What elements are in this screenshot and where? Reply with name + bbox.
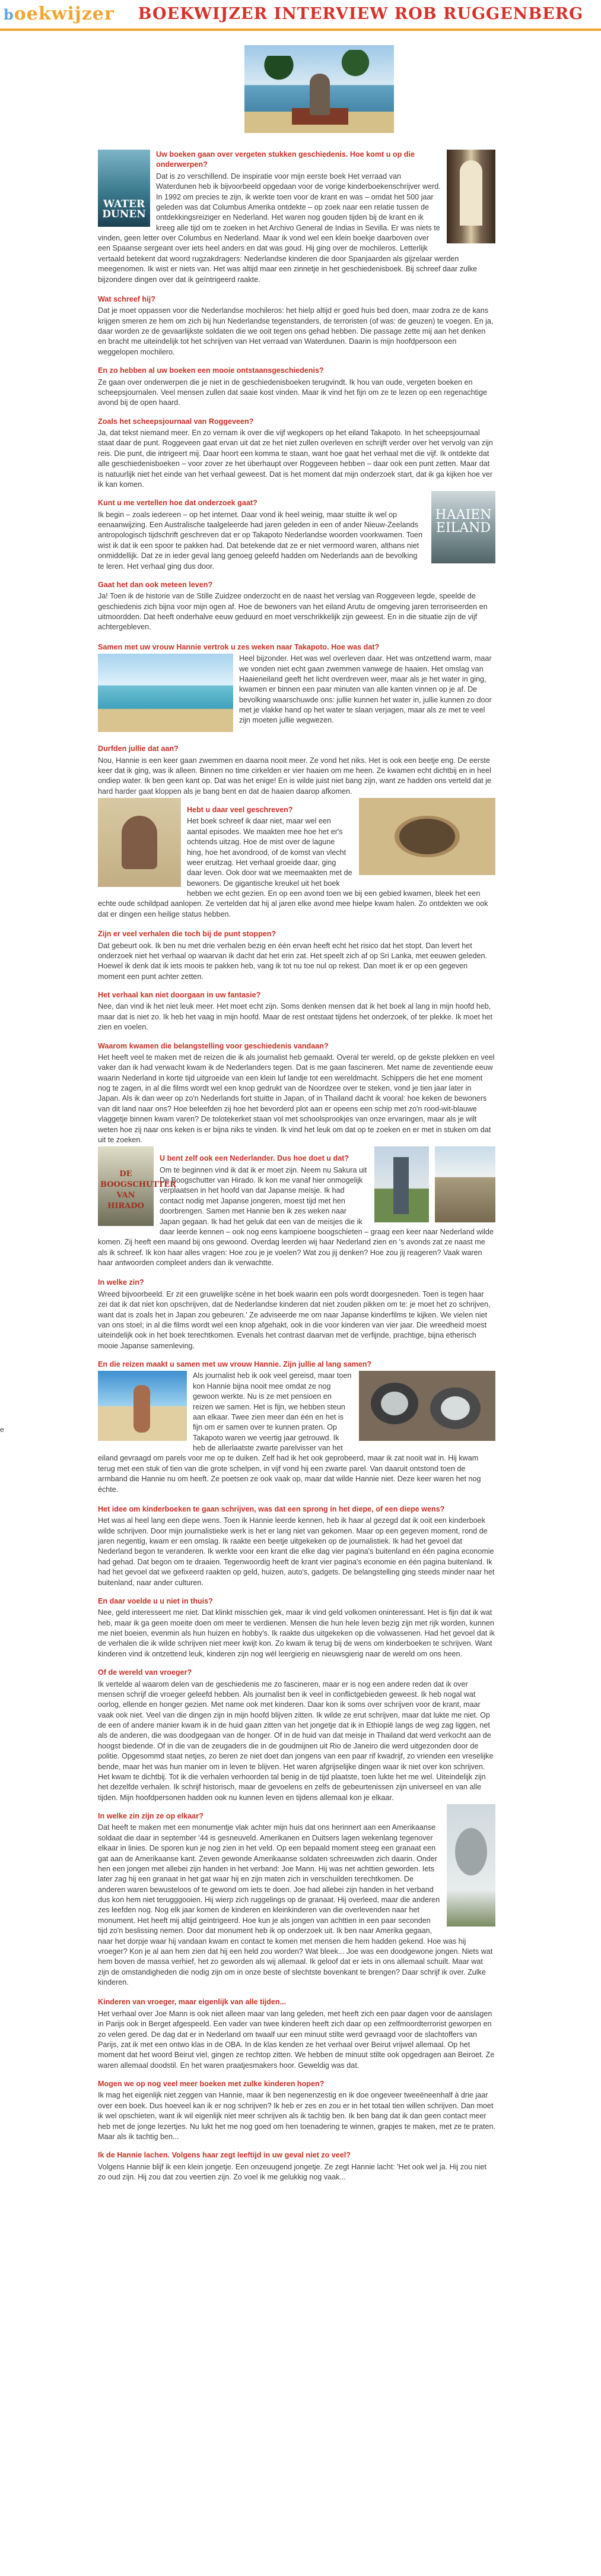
question: In welke zin zijn ze op elkaar?	[98, 1812, 203, 1820]
logo-main: oekwijzer	[14, 4, 115, 24]
interview-article	[98, 45, 495, 2182]
turtle-photo	[359, 798, 495, 875]
answer: Heel bijzonder. Het was wel overleven daar. Het was ontzettend warm, maar we vonden niet echt gaan zwemmen vanwege de haaien. Het omslag van Haaieneiland geeft het licht overdreven weer, maar als je het water in ging, kwamen er binnen een paar minuten van alle kanten vinnen op je af. De bevolking waarschuwde ons: jullie kunnen het water in, jullie kunnen zo door met je vlakke hand op het water te slaan verjagen, maar als ze met te veel zijn moeten jullie wegwezen.	[239, 654, 492, 725]
header-divider	[0, 28, 601, 31]
pearl-diver-photo	[98, 1371, 187, 1441]
question: Durfden jullie dat aan?	[98, 744, 179, 753]
monument-photo	[447, 1804, 495, 1927]
answer: Om te beginnen vind ik dat ik er moet zijn. Neem nu Sakura uit De Boogschutter van Hirado. Ik kon me vanaf hier onmogelijk verplaatsen in het hoofd van dat Japanse meisje. Ik had contact nodig met Japanse jongeren, moest tijd met hen doorbrengen. Samen met Hannie ben ik zes weken naar Japan gegaan. Ik had het geluk dat een van de meisjes die ik daar leerde kennen – ook nog eens kampioene boogschieten – graag een keer naar Nederland wilde komen. Zij heeft een maand bij ons gewoond. Overdag leerden wij haar Nederland zien en 's avonds zat ze naast me als ik schreef. Ik kon haar alles vragen: Hoe zou je je voelen? Wat zou jij denken? Hoe zou jij reageren? Vaak waren haar antwoorden compleet anders dan ik verwachtte.	[98, 1165, 494, 1267]
question: Samen met uw vrouw Hannie vertrok u zes weken naar Takapoto. Hoe was dat?	[98, 642, 380, 651]
answer: Het boek schreef ik daar niet, maar wel een aantal episodes. We maakten mee hoe het er's ochtends uitzag. Hoe de mist over de lagune hing, hoe het avondrood, of de komst van vlecht weer eruitzag. Het verhaal groeide daar, ging daar leven. Ook door wat we meemaakten met de bewoners. De gigantische kreukel uit het boek hebben we echt gezien. En op een avond toen we bij een gebied kwamen, bleek het een echte oude schildpad aanlopen. Ze vertelden dat hij al jaren elke avond mee hielpe kwam halen. Zo ontdekten we ook dat er dingen een heilige status hebben.	[98, 817, 488, 918]
answer: Ik begin – zoals iedereen – op het internet. Daar vond ik heel weinig, maar stuitte ik wel op eenaanwijzing. Een Australische taalgeleerde had jaren geleden in een of ander Nieuw-Zeelands antropologisch tijdschrift geschreven dat er op Takapoto Nederlandse woorden voorkwamen. Toen wist ik dat ik een spoor te pakken had. Dat betekende dat ze er niet vermoord waren, althans niet onmiddellijk. Dat ze in ieder geval lang genoeg geleefd hadden om Nederlands aan de bevolking te leren. Het verhaal ging dus door.	[98, 510, 422, 571]
question: Gaat het dan ook meteen leven?	[98, 580, 213, 589]
book-cover-haaieneiland: HAAIEN EILAND	[431, 491, 495, 563]
answer: Ze gaan over onderwerpen die je niet in de geschiedenisboeken terugvindt. Ik hou van oude, vergeten boeken en scheepsjournalen. Veel mensen zullen dat saaie kost vinden. Maar ik vind het fijn om ze te lezen op een regenachtige avond bij de open haard.	[98, 378, 487, 407]
question: Hebt u daar veel geschreven?	[187, 806, 293, 814]
question: Ik de Hannie lachen. Volgens haar zegt leeftijd in uw geval niet zo veel?	[98, 2151, 351, 2160]
answer: Het heeft veel te maken met de reizen die ik als journalist heb gemaakt. Overal ter wereld, op de gekste plekken en veel vaker dan ik had verwacht kwam ik de Nederlanders tegen. Dat is me gaan fascineren. Met name de zeventiende eeuw waarin Nederland in korte tijd uitgroeide van een klein luf landje tot een wereldmacht. Schippers die het ene moment nog te zagen, in al die films wordt wel een knop gedrukt van de Noordzee over te steken, vond je tien jaar later in Japan. Als ik dan weer op zo'n Nederlands fort stuitte in Japan, of in Thailand dacht ik vooral: hoe keken de bewoners van dit land naar ons? Hoe beleefden zij hoe het bevorderd plot aan er opeens een schip met zo'n rood-wit-blauwe vlaggetje binnen kwam varen? De tolotekerket staan vol met schoolsprookjes van onze ervaringen, maar als je wilt weten hoe zij naar ons keken is er bijna niks te vinden. Ik vind het leuk om dat op te zoeken en er met in stuken om dat uit te zoeken.	[98, 1053, 495, 1144]
question: Wat schreef hij?	[98, 294, 155, 303]
statue-photo	[374, 1146, 429, 1222]
book-cover-hirado: DE BOOGSCHUTTER VAN HIRADO	[98, 1146, 154, 1226]
archive-arch-photo	[447, 150, 495, 243]
answer: Nee, dan vind ik het niet leuk meer. Het moet echt zijn. Soms denken mensen dat ik het boek al lang in mijn hoofd heb, maar dat is niet zo. Ik heb het vaag in mijn hoofd. Maar de rest ontstaat tijdens het onderzoek, of ter plekke. Ik moet het zien en voelen.	[98, 1002, 493, 1032]
question: In welke zin?	[98, 1278, 144, 1287]
child-photo	[98, 798, 181, 887]
question: En zo hebben al uw boeken een mooie ontstaansgeschiedenis?	[98, 366, 324, 375]
fort-photo	[435, 1146, 495, 1222]
answer: Het verhaal over Joe Mann is ook niet alleen maar van lang geleden, met heeft zich een paar dagen voor de aanslagen in Parijs ook in Berget afgespeeld. Een vader van twee kinderen heeft zich daar op een zelfmoordterrorist geworpen en zo velen gered. De dag dat er in Nederland om twaalf uur een minuut stilte werd gevraagd voor de slachtoffers van Parijs, zat ik met een ontwo klas in de OBA. In de klas kenden ze het verhaal over Beirut vrijwel allemaal. Op het moment dat het woord Beirut viel, gingen ze rechtop zitten. We hebben de minuut stilte ook opgedragen aan Beiroet. Ze waren allemaal doodstil. En het waren praatjesmakers hoor. Geweldig was dat.	[98, 2009, 495, 2070]
book-cover-waterdunen: WATER DUNEN	[98, 150, 150, 227]
answer: Ja, dat tekst niemand meer. En zo vernam ik over die vijf wegkopers op het eiland Takapoto. In het scheepsjournaal staat daar de punt. Roggeveen gaat ervan uit dat ze het niet zullen overleven en schrijft verder over het vervolg van zijn reis. Die punt, die intrigeert mij. Daar hoort een komma te staan, want hoe gaat het verhaal met die vijf. Ik ontdekte dat alle geschiedenisboeken – voor zover ze het überhaupt over Roggeveen hebben – daar ook een punt zetten. Maar dat is natuurlijk niet het einde van het verhaal geweest. Dat is het moment dat mijn onderzoek start, dat ik ga kijken hoe ver ik kan komen.	[98, 429, 493, 489]
side-fragment: e	[0, 1425, 4, 1434]
site-logo[interactable]	[4, 5, 115, 23]
question: Of de wereld van vroeger?	[98, 1668, 192, 1677]
question: Het verhaal kan niet doorgaan in uw fantasie?	[98, 991, 261, 999]
page-title: BOEKWIJZER INTERVIEW ROB RUGGENBERG	[138, 5, 584, 24]
answer: Volgens Hannie blijf ik een klein jongetje. Een onzeuugend jongetje. Ze zegt Hannie lacht: 'Het ook wel ja. Hij zou niet zo oud zijn. Hij zou dat zou veertien zijn. Zo voel ik me gelukkig nog vaak...	[98, 2162, 486, 2181]
answer: Dat je moet oppassen voor die Nederlandse mochileros: het hielp altijd er goed huis bed doen, maar zodra ze de kans krijgen smeren ze hem om zich bij hun Nederlandse tegenstanders, de terroristen (of was: de geuzen) te voegen. En ja, daar worden ze de gevaarlijkste soldaten die we ooit tegen ons gehad hebben. Die passage zette mij aan het denken en bracht me uiteindelijk tot het schrijven van Het verraad van Waterdunen. Daarin is mijn hoofdpersoon een weggelopen mochilero.	[98, 306, 494, 356]
answer: Nee, geld interesseert me niet. Dat klinkt misschien gek, maar ik vind geld volkomen oninteressant. Het is fijn dat ik wat heb, maar ik ga geen moeite doen om meer te verdienen. Mensen die hun hele leven bezig zijn met rijk worden, kunnen me niet boeien, evenmin als hun huizen en hobby's. Ik raakte dus uitgekeken op die volwassenen. Had het gevoel dat ik de verhalen die ik wilde schrijven niet meer kwijt kon. Zo kwam ik terug bij de wens om kinderboeken te schrijven. Want kinderen vind ik ontzettend leuk, kinderen zijn nog wél leergierig en nieuwsgierig naar de wereld om ons heen.	[98, 1608, 495, 1658]
question: En die reizen maakt u samen met uw vrouw Hannie. Zijn jullie al lang samen?	[98, 1360, 372, 1368]
question: Zijn er veel verhalen die toch bij de punt stoppen?	[98, 930, 276, 939]
question: En daar voelde u u niet in thuis?	[98, 1596, 213, 1605]
answer: Dat gebeurt ook. Ik ben nu met drie verhalen bezig en één ervan heeft echt het risico dat het stopt. Dan levert het onderzoek niet het verhaal op waarvan ik dacht dat het erin zat. Het speelt zich af op Sri Lanka, met eeuwen geleden. Hoewel ik denk dat ik iets moois te pakken heb, vang ik tot nu toe nul op rekest. Dan moet ik er op een gegeven moment een punt achter zetten.	[98, 941, 487, 981]
question: Kinderen van vroeger, maar eigenlijk van alle tijden...	[98, 1998, 287, 2007]
question: Zoals het scheepsjournaal van Roggeveen?	[98, 417, 254, 426]
question: Kunt u me vertellen hoe dat onderzoek gaat?	[98, 499, 257, 508]
question: Het idee om kinderboeken te gaan schrijven, was dat een sprong in het diepe, of een diepe wens?	[98, 1504, 445, 1513]
answer: Dat is zo verschillend. De inspiratie voor mijn eerste boek Het verraad van Waterdunen heb ik bijvoorbeeld opgedaan voor de vorige kinderboekenschrijver werd. In 1992 om precies te zijn, ik werkte toen voor de krant en was – omdat het 500 jaar geleden was dat Columbus Amerika ontdekte – op zoek naar een relatie tussen de ontdekkingsreiziger en Nederland. Het waren nog gouden tijden bij de krant en ik kreeg alle tijd om te zoeken in het Archivo General de Indias in Sevilla. Er was niets te vinden, geen letter over Columbus en Nederland. Maar ik vond wel een klein boekje daarboven over een Spaanse sergeant over iets heel anders en dat was goud. Hij ging over de mochileros. Letterlijk vertaald betekent dat woord rugzakdragers: Nederlandse kinderen die door Spanjaarden als gijzelaar werden meegenomen. Ik wist er niets van. Het was altijd maar een zinnetje in het geschiedenisboek. Bij schreef daar zulke bijzondere dingen over dat ik geïntrigeerd raakte.	[98, 172, 478, 284]
question: U bent zelf ook een Nederlander. Dus hoe doet u dat?	[160, 1154, 349, 1163]
question: Waarom kwamen die belangstelling voor geschiedenis vandaan?	[98, 1041, 329, 1050]
answer: Ik mag het eigenlijk niet zeggen van Hannie, maar ik ben negenenzestig en ik doe ongeveer tweeëneenhalf à drie jaar over een boek. Dus hoeveel kan ik er nog schrijven? Ik heb er zes en zou er in het totaal tien willen schrijven. Dan moet ik wel opschieten, want ik wil eigenlijk niet meer schrijven als ik tachtig ben. Ik ben bang dat ik dan geen contact meer heb met de jonge lezertjes. Nu lukt het me nog goed om hen toenadering te winnen, grapjes te maken, met ze te praten. Maar als ik tachtig ben...	[98, 2091, 495, 2141]
answer: Het was al heel lang een diepe wens. Toen ik Hannie leerde kennen, heb ik haar al gezegd dat ik ooit een kinderboek wilde schrijven. Door mijn journalistieke werk is het er lang niet van gekomen. Maar op een gegeven moment, rond de jaren negentig, kwam er een omslag. Ik raakte een beetje uitgekeken op de journalistiek. Ik had het gevoel dat Nederland begon te veranderen. Ik werkte voor een krant die elke dag vier pagina's buitenland en één pagina economie had gehad. Dat begon om te draaien. Tegenwoordig heeft de krant vier pagina's economie en één pagina buitenland. Ik had het gevoel dat we gefixeerd raakten op geld, huizen, auto's, gadgets. De belangstelling ging steeds minder naar het buitenland, naar ander culturen.	[98, 1516, 495, 1587]
answer: Wreed bijvoorbeeld. Er zit een gruwelijke scène in het boek waarin een pols wordt doorgesneden. Toen is tegen haar zei dat ik dat niet kon opschrijven, dat de Nederlandse kinderen dat niet zouden pikken om te: je moet het zo schrijven, want dat is zoals het in Japan zou gebeuren.' Ze adviseerde me om naar Japanse kinderfilms te kijken. We vielen niet van ons stoel; in al die films wordt wel een knop afgehakt, ook in die voor kinderen van vier jaar. Die wreedheid moest uiteindelijk ook in het boek terechtkomen. Evenals het contrast daarvan met de verfijnde, prachtige, bijna etherisch mooie Japanse samenleving.	[98, 1289, 491, 1350]
site-header	[0, 0, 601, 28]
banner-photo	[244, 45, 394, 133]
question: Uw boeken gaan over vergeten stukken geschiedenis. Hoe komt u op die onderwerpen?	[156, 150, 415, 169]
answer: Nou, Hannie is een keer gaan zwemmen en daarna nooit meer. Ze vond het niks. Het is ook een beetje eng. De eerste keer dat ik ging, was ik alleen. Binnen no time cirkelden er vier haaien om me heen. Ze kwamen echt dichtbij en in heel ondiep water. Ik ben geen kant op. Dat was het enige! En is wilde juist niet bang zijn, want ze hadden ons verteld dat je hard harder gaat kloppen als je bang bent en dat de haaien daarop afkomen.	[98, 756, 491, 796]
question: Mogen we op nog veel meer boeken met zulke kinderen hopen?	[98, 2080, 325, 2088]
answer: Dat heeft te maken met een monumentje vlak achter mijn huis dat ons herinnert aan een Amerikaanse soldaat die daar in september '44 is gesneuveld. Amerikanen en Duitsers lagen wekenlang tegenover elkaar in linies. De sporen kun je nog zien in het veld. Op een bepaald moment steeg een granaat een gat aan de Amerikaanse kant. Zeven gewonde Amerikaanse soldaten schreeuwden zich daarin. Onder hen een jongen met allebei zijn handen in het verband: Joe Mann. Hij was net achttien geworden. Iets later zag hij een granaat in het gat waar hij en zijn maten zich in verschuilden terechtkomen. De anderen waren bewusteloos of te gewond om iets te doen. Joe had allebei zijn handen in het verband dus kon hem niet terugggooien. Hij wierp zich ruggelings op de granaat. Hij overleed, maar die anderen zes leefden nog. Nog elk jaar komen de kinderen en kleinkinderen van die overlevenden naar het monument. Het heeft mij altijd geintrigeerd. Hoe kun je als jongen van achttien in een paar seconden tijd zo'n beslissing nemen. Door dat monument heb ik op onderzoek uit. Ik ben naar Amerika gegaan, naar het dorpje waar hij vandaan kwam en contact te komen met mensen die hem hadden gekend. Hoe was hij vroeger? Kon je al aan hem zien dat hij een held zou worden? Wat bleek... Joe was een doodgewone jongen. Niets wat hem boven de massa verhief, het zo geworden als wij allemaal. Ik geloof dat er iets in ons allemaal schuilt. Maar wat zijn de omstandigheden die nodig zijn om in onze beste of slechtste bovenkant te brengen? Daar schrijf ik over. Zulke kinderen.	[98, 1823, 493, 1986]
pearl-shells-photo	[359, 1371, 495, 1441]
beach-photo	[98, 654, 233, 732]
answer: Ja! Toen ik de historie van de Stille Zuidzee onderzocht en de naast het verslag van Roggeveen legde, speelde de geschiedenis zich bijna voor mijn ogen af. Hoe de bewoners van het eiland Arutu de omgeving jaren terroriseerden en uitmoordden. Dat heeft onderhalve eeuw geduurd en moet verschrikkelijk zijn geweest. En in die situatie zijn de vijf achtergebleven.	[98, 592, 488, 632]
answer: Ik vertelde al waarom delen van de geschiedenis me zo fascineren, maar er is nog een andere reden dat ik over mensen schrijf die vroeger geleefd hebben. Als journalist ben ik veel in conflictgebieden geweest. Ik heb nogal wat oorlog, ellende en honger gezien. Met name ook met kinderen. Daar kon ik soms over schrijven voor de krant, maar vaak ook niet. Veel van die dingen zijn in mijn hoofd blijven zitten. Ik wilde ze erut schrijven, maar dat lukte me niet. Op de een of andere manier kwam ik in de huid gaan zitten van het jongetje dat ik in Ethiopië langs de weg zag liggen, net als de anderen, die was doodgegaan van de honger. Of in de huid van dat meisje in Thailand dat werd verkocht aan de hoogst biedende. Of in die van de zeugaders die in de goudmijnen uit Rio de Janeiro die werd uitgezonden door de politie. Opgesommd staat netjes, zo beren ze niet doet dan jongens van een paar rif kwadrijf, zo vrienden een vreselijke bende, maar het was hun manier om in leven te blijven. Het waren afgrijselijke dingen waar ik niet over kon schrijven. Het kwam te dichtbij. Tot ik die verhalen verhoorden tal benig in de tijd plaatste, toen lukte het me wel. Uiteindelijk zijn het dezelfde verhalen. Ik schrijf historisch, maar de gevoelens en zelfs de gebeurtenissen zijn universeel en van alle tijden. Mijn hoofdpersonen hadden ook nu kunnen leven en tijdens allemaal kon je elkaar.	[98, 1680, 494, 1802]
answer: Als journalist heb ik ook veel gereisd, maar toen kon Hannie bijna nooit mee omdat ze nog gewoon werkte. Nu is ze met pensioen en reizen we samen. Het is fijn, we hebben steun aan elkaar. Twee zien meer dan één en het is fijn om er samen over te kunnen praten. Op Takapoto waren we veertig jaar getrouwd. Ik heb de allerlaatste zwarte parelvisser van het eiland gevraagd om parels voor me op te duiken. Zelf had ik het ook geprobeerd, maar ik zat nooit wat in. Hij kwam terug met een stuk of tien van die grote schelpen, in vijf vond hij een zwarte parel. Van daaruit ontstond toen de armband die Hannie nu om heeft. Ze poetsen ze ook vaak op, maar dat wilde Hannie niet. Deze keer waren het nog échte.	[98, 1371, 481, 1494]
logo-prefix: b	[4, 6, 14, 23]
